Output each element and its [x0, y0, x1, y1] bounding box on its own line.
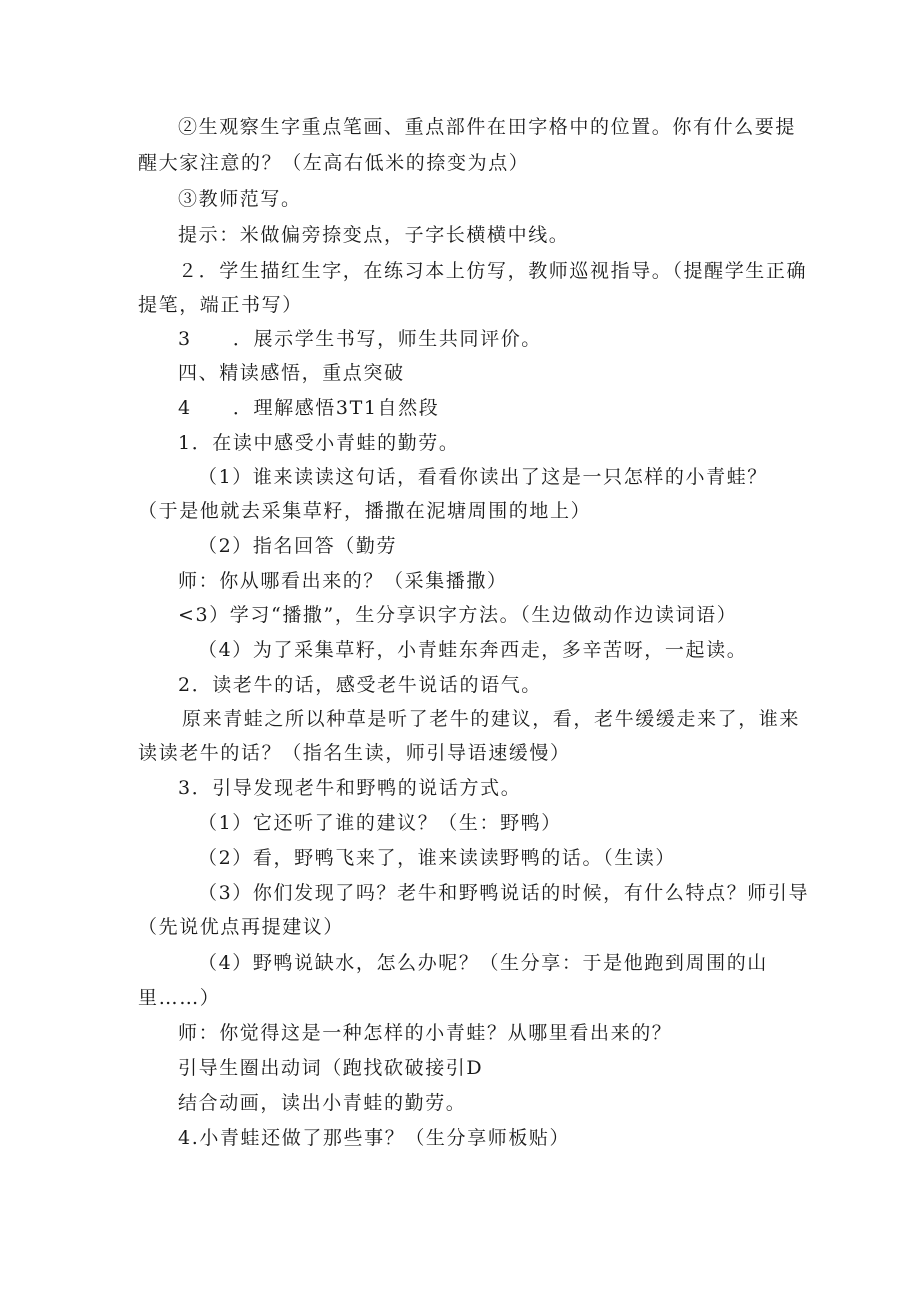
text-line-3: ③教师范写。 — [178, 188, 302, 210]
text-line-20: 3．引导发现老牛和野鸭的说话方式。 — [178, 777, 522, 799]
text-line-13: （2）指名回答（勤劳 — [198, 535, 398, 557]
text-line-10: 1．在读中感受小青蛙的勤劳。 — [178, 432, 460, 454]
text-line-7: 3 ．展示学生书写，师生共同评价。 — [178, 328, 542, 350]
text-line-17: 2．读老牛的话，感受老牛说话的语气。 — [178, 674, 542, 696]
text-line-1: ②生观察生字重点笔画、重点部件在田字格中的位置。你有什么要提 — [178, 116, 797, 138]
text-line-8: 四、精读感悟，重点突破 — [178, 362, 405, 384]
text-line-12: （于是他就去采集草籽，播撒在泥塘周围的地上） — [138, 500, 592, 522]
text-line-16: （4）为了采集草籽，小青蛙东奔西走，多辛苦呀，一起读。 — [198, 639, 748, 661]
text-line-22: （2）看，野鸭飞来了，谁来读读野鸭的话。（生读） — [198, 847, 676, 869]
text-line-19: 读读老牛的话？（指名生读，师引导语速缓慢） — [138, 742, 571, 764]
text-line-27: 师：你觉得这是一种怎样的小青蛙？从哪里看出来的？ — [178, 1022, 673, 1044]
text-line-5: ２．学生描红生字，在练习本上仿写，教师巡视指导。（提醒学生正确 — [178, 260, 808, 282]
text-line-29: 结合动画，读出小青蛙的勤劳。 — [178, 1092, 467, 1114]
text-line-24: （先说优点再提建议） — [138, 916, 345, 938]
text-line-18: 原来青蛙之所以种草是听了老牛的建议，看，老牛缓缓走来了，谁来 — [182, 708, 801, 730]
text-line-25: （4）野鸭说缺水，怎么办呢？（生分享：于是他跑到周围的山 — [198, 952, 768, 974]
text-line-21: （1）它还听了谁的建议？（生：野鸭） — [198, 812, 562, 834]
text-line-30: 4.小青蛙还做了那些事？（生分享师板贴） — [178, 1127, 571, 1149]
text-line-4: 提示：米做偏旁捺变点，子字长横横中线。 — [178, 224, 570, 246]
text-line-26: 里……） — [138, 987, 221, 1009]
text-line-15: <3）学习“播撒”，生分享识字方法。（生边做动作边读词语） — [178, 604, 738, 626]
text-line-9: 4 ．理解感悟3T1自然段 — [178, 397, 440, 419]
text-line-11: （1）谁来读读这句话，看看你读出了这是一只怎样的小青蛙？ — [198, 466, 768, 488]
text-line-6: 提笔，端正书写） — [138, 294, 303, 316]
text-line-23: （3）你们发现了吗？老牛和野鸭说话的时候，有什么特点？师引导 — [198, 882, 810, 904]
text-line-2: 醒大家注意的？（左高右低米的捺变为点） — [138, 152, 530, 174]
text-line-14: 师：你从哪看出来的？（采集播撒） — [178, 570, 508, 592]
text-line-28: 引导生圈出动词（跑找砍破接引D — [178, 1057, 484, 1079]
